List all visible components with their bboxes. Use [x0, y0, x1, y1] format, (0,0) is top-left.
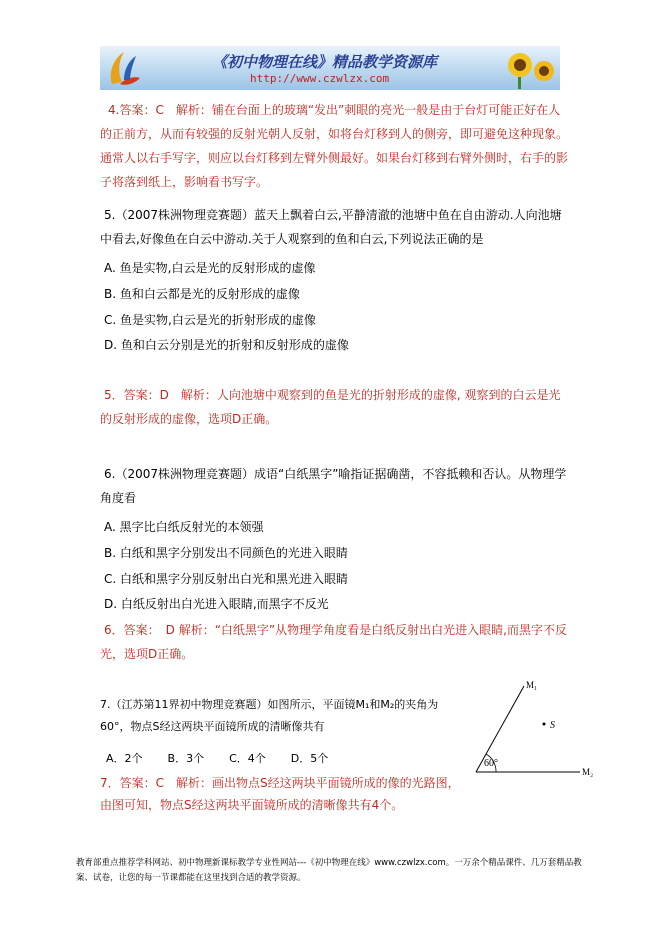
mirror-diagram — [468, 676, 600, 784]
q6-option-b: B. 白纸和黑字分别发出不同颜色的光进入眼睛 — [104, 546, 348, 560]
q6-option-d: D. 白纸反射出白光进入眼睛,而黑字不反光 — [104, 597, 329, 611]
label-s: S — [550, 720, 555, 731]
footer-text: 教育部重点推荐学科网站、初中物理新课标教学专业性网站---《初中物理在线》www.czwlzx.com。一万余个精品课件、几万套精品教案、试卷，让您的每一节课都能在这里找到合适的教学资源。 — [76, 858, 582, 883]
label-m1: M₁ — [526, 680, 538, 690]
label-m2: M₂ — [582, 767, 594, 777]
q6-option-a: A. 黑字比白纸反射光的本领强 — [104, 520, 264, 534]
logo-icon — [106, 48, 142, 88]
q7-options — [106, 750, 328, 766]
q7-option-c: C．4个 — [229, 752, 266, 765]
q7-option-d: D．5个 — [290, 752, 329, 765]
q6-option-c: C. 白纸和黑字分别反射出白光和黑光进入眼睛 — [104, 572, 349, 586]
q6-answer: 6．答案： D 解析：“白纸黑字”从物理学角度看是白纸反射出白光进入眼睛,而黑字不反光，选项D正确。 — [100, 623, 567, 661]
q6-stem: 6.（2007株洲物理竞赛题）成语“白纸黑字”喻指证据确凿，不容抵赖和否认。从物理学角度看 — [100, 467, 567, 505]
q5-option-b: B. 鱼和白云都是光的反射形成的虚像 — [104, 287, 300, 301]
header-banner — [100, 46, 560, 90]
q7-answer: 7．答案：C 解析：画出物点S经这两块平面镜所成的像的光路图，由图可知，物点S经这两块平面镜所成的清晰像共有4个。 — [100, 776, 460, 812]
angle-label: 60° — [484, 758, 498, 769]
q5-option-a: A. 鱼是实物,白云是光的反射形成的虚像 — [104, 261, 316, 275]
point-s — [543, 723, 546, 726]
q4-answer: 4.答案：C 解析：铺在台面上的玻璃“发出”刺眼的亮光一般是由于台灯可能正好在人的正前方，从而有较强的反射光朝人反射，如将台灯移到人的侧旁，即可避免这种现象。通常人以右手写字，则应以台灯移到左臂外侧最好。如果台灯移到右臂外侧时，右手的影子将落到纸上，影响看书写字。 — [100, 103, 569, 189]
banner-title: 《初中物理在线》精品教学资源库 — [212, 53, 438, 71]
q5-stem: 5.（2007株洲物理竞赛题）蓝天上飘着白云,平静清澈的池塘中鱼在自由游动.人向池塘中看去,好像鱼在白云中游动.关于人观察到的鱼和白云,下列说法正确的是 — [100, 208, 562, 246]
q7-stem: 7.（江苏第11界初中物理竞赛题）如图所示，平面镜M₁和M₂的夹角为60°，物点S经这两块平面镜所成的清晰像共有 — [100, 698, 439, 733]
q7-option-a: A．2个 — [106, 752, 143, 765]
q5-option-c: C. 鱼是实物,白云是光的折射形成的虚像 — [104, 313, 316, 327]
banner-url: http://www.czwlzx.com — [250, 72, 390, 85]
sunflower-icon — [504, 49, 556, 89]
q5-option-d: D. 鱼和白云分别是光的折射和反射形成的虚像 — [104, 338, 349, 352]
q5-answer: 5．答案：D 解析：人向池塘中观察到的鱼是光的折射形成的虚像, 观察到的白云是光的反射形成的虚像，选项D正确。 — [100, 388, 561, 426]
q7-option-b: B．3个 — [167, 752, 205, 765]
